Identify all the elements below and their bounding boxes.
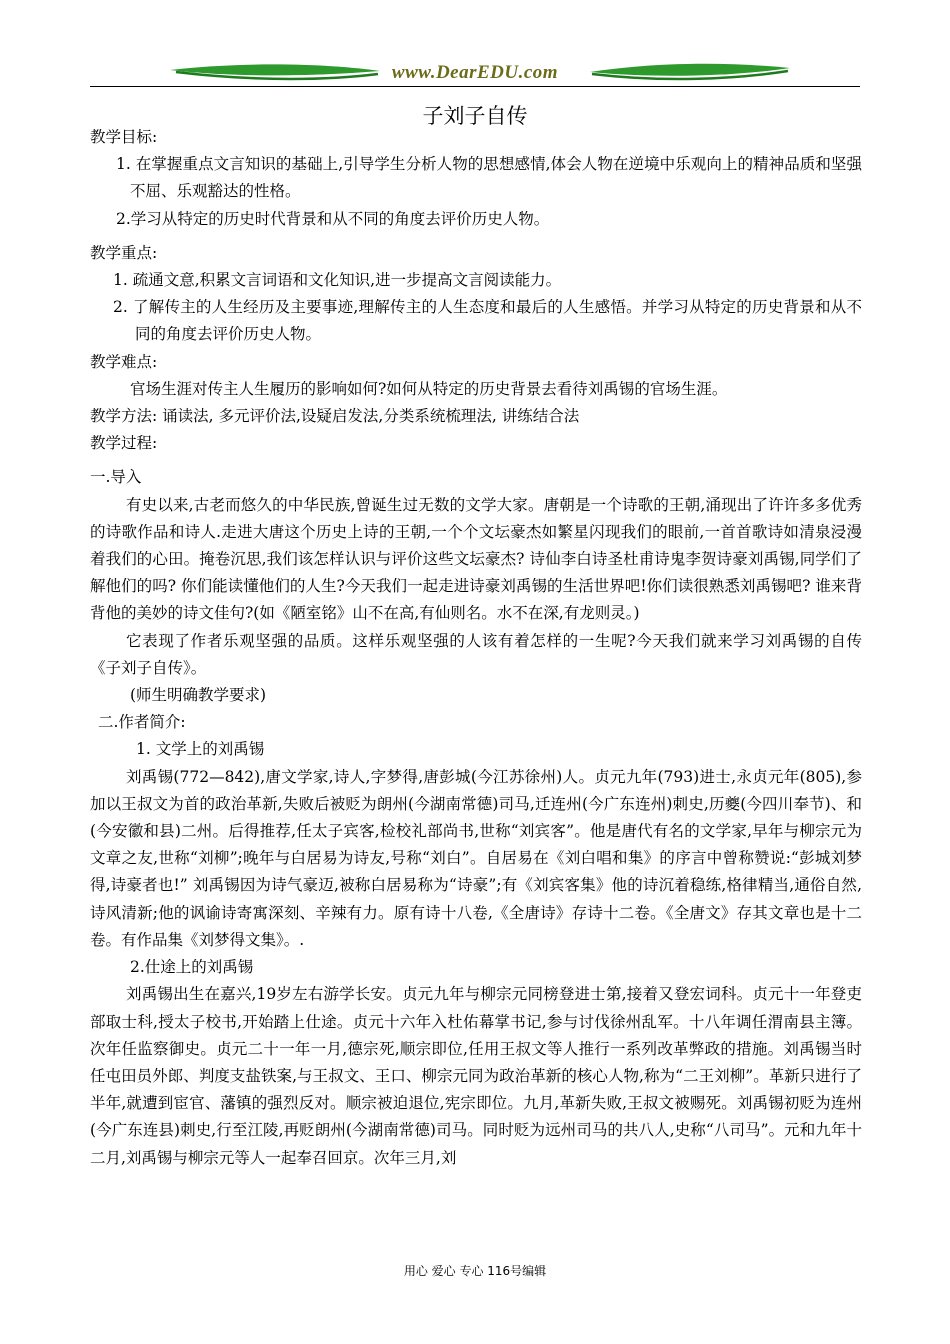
author-paragraph: 刘禹锡(772—842),唐文学家,诗人,字梦得,唐彭城(今江苏徐州)人。贞元九年(793)进士,永贞元年(805),参加以王叔文为首的政治革新,失败后被贬为朗州(今湖南常德)司马,迁连州(今广东连州)刺史,历夔(今四川奉节)、和(今安徽和县)二州。后得推荐,任太子宾客,检校礼部尚书,世称“刘宾客”。他是唐代有名的文学家,早年与柳宗元为文章之友,世称“刘柳”;晚年与白居易为诗友,号称“刘白”。自居易在《刘白唱和集》的序言中曾称赞说:“彭城刘梦得,诗豪者也!” 刘禹锡因为诗气豪迈,被称白居易称为“诗豪”;有《刘宾客集》他的诗沉着稳练,格律精当,通俗自然,诗风清新;他的讽谕诗寄寓深刻、辛辣有力。原有诗十八卷,《全唐诗》存诗十二卷。《全唐文》存其文章也是十二卷。有作品集《刘梦得文集》。. [90,767,862,949]
difficulty-heading: 教学难点: [90,352,158,371]
author-subheading: 2.仕途上的刘禹锡 [130,958,254,977]
methods-line: 教学方法: 诵读法, 多元评价法,设疑启发法,分类系统梳理法, 讲练结合法 [90,407,580,426]
keypoint-item: 1. 疏通文意,积累文言词语和文化知识,进一步提高文言阅读能力。 [113,271,562,290]
objective-item: 1. 在掌握重点文言知识的基础上,引导学生分析人物的思想感情,体会人物在逆境中乐观向上的精神品质和坚强不屈、乐观豁达的性格。 [116,155,862,201]
intro-paragraph: 它表现了作者乐观坚强的品质。这样乐观坚强的人该有着怎样的一生呢?今天我们就来学习刘禹锡的自传《子刘子自传》。 [90,631,862,677]
site-brand[interactable]: www.DearEDU.com [391,62,559,83]
keypoint-item: 2. 了解传主的人生经历及主要事迹,理解传主的人生态度和最后的人生感悟。并学习从特定的历史背景和从不同的角度去评价历史人物。 [113,298,862,344]
author-paragraph: 刘禹锡出生在嘉兴,19岁左右游学长安。贞元九年与柳宗元同榜登进士第,接着又登宏词科。贞元十一年登吏部取士科,授太子校书,开始踏上仕途。贞元十六年入杜佑幕掌书记,参与讨伐徐州乱军。十八年调任渭南县主簿。次年任监察御史。贞元二十一年一月,德宗死,顺宗即位,任用王叔文等人推行一系列改革弊政的措施。刘禹锡当时任屯田员外郎、判度支盐铁案,与王叔文、王口、柳宗元同为政治革新的核心人物,称为“二王刘柳”。革新只进行了半年,就遭到宦官、藩镇的强烈反对。顺宗被迫退位,宪宗即位。九月,革新失败,王叔文被赐死。刘禹锡初贬为连州(今广东连县)刺史,行至江陵,再贬朗州(今湖南常德)司马。同时贬为远州司马的共八人,史称“八司马”。元和九年十二月,刘禹锡与柳宗元等人一起奉召回京。次年三月,刘 [90,985,862,1167]
difficulty-item: 官场生涯对传主人生履历的影响如何?如何从特定的历史背景去看待刘禹锡的官场生涯。 [130,379,728,398]
author-heading: 二.作者简介: [98,713,186,732]
page-title: 子刘子自传 [422,104,528,128]
document-body [90,124,862,1172]
objectives-heading: 教学目标: [90,128,158,146]
intro-paragraph: 有史以来,古老而悠久的中华民族,曾诞生过无数的文学大家。唐朝是一个诗歌的王朝,涌现出了许许多多优秀的诗歌作品和诗人.走进大唐这个历史上诗的王朝,一个个文坛豪杰如繁星闪现我们的眼前,一首首歌诗如清泉浸漫着我们的心田。掩卷沉思,我们该怎样认识与评价这些文坛豪杰? 诗仙李白诗圣杜甫诗鬼李贺诗豪刘禹锡,同学们了解他们的吗? 你们能读懂他们的人生?今天我们一起走进诗豪刘禹锡的生活世界吧!你们读很熟悉刘禹锡吧? 谁来背背他的美妙的诗文佳句?(如《陋室铭》山不在高,有仙则名。水不在深,有龙则灵。) [90,495,862,623]
intro-heading: 一.导入 [90,468,142,487]
header-rule [90,86,860,87]
author-subheading: 1. 文学上的刘禹锡 [136,740,265,759]
intro-note: (师生明确教学要求) [130,686,267,705]
process-heading: 教学过程: [90,434,158,453]
keypoints-heading: 教学重点: [90,243,158,262]
page-footer: 用心 爱心 专心 116号编辑 [403,1264,547,1278]
objective-item: 2.学习从特定的历史时代背景和从不同的角度去评价历史人物。 [116,209,550,228]
